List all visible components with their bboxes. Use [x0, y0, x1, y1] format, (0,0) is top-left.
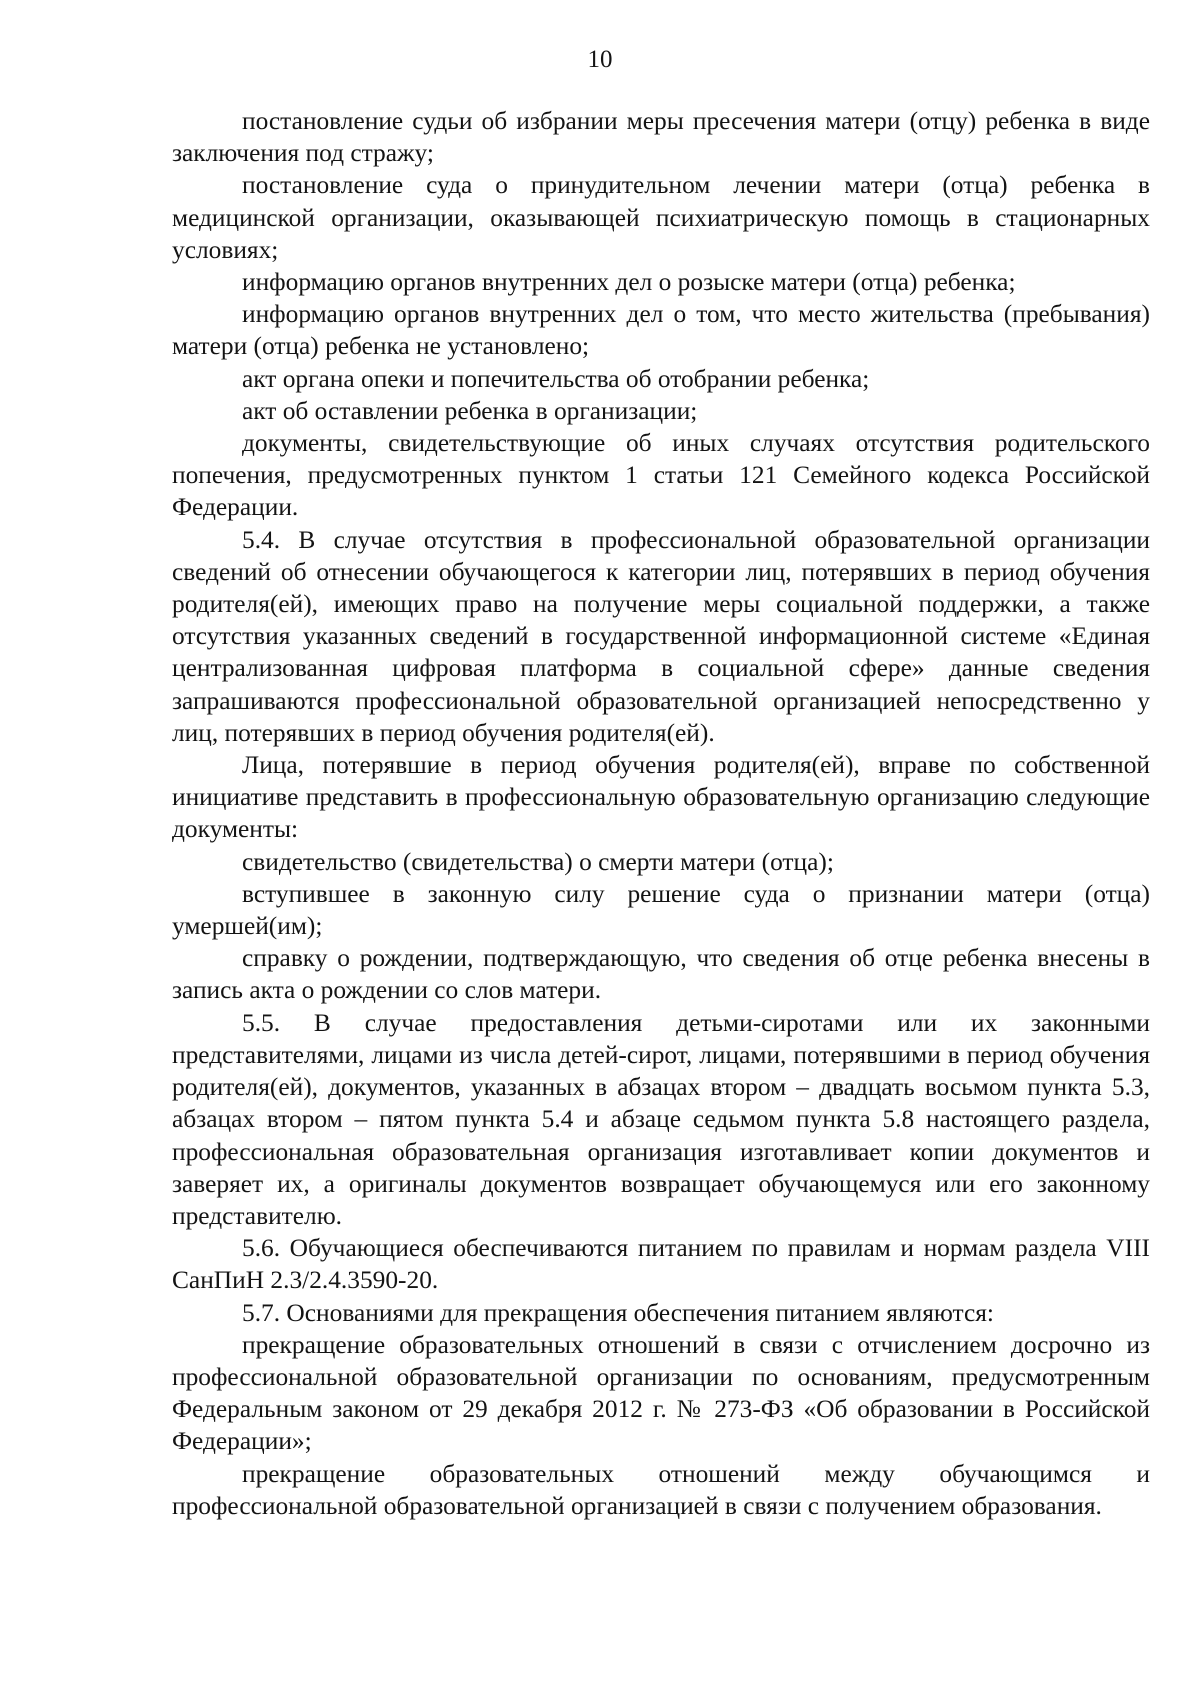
document-body	[172, 105, 1150, 1522]
paragraph: справку о рождении, подтверждающую, что сведения об отце ребенка внесены в запись акта о рождении со слов матери.	[172, 944, 1150, 1005]
page-number: 10	[587, 46, 613, 73]
paragraph: акт об оставлении ребенка в организации;	[242, 396, 698, 425]
paragraph: 5.6. Обучающиеся обеспечиваются питанием по правилам и нормам раздела VIII СанПиН 2.3/2.4.3590-20.	[172, 1234, 1150, 1295]
paragraph: постановление судьи об избрании меры пресечения матери (отцу) ребенка в виде заключения под стражу;	[172, 107, 1150, 168]
paragraph: информацию органов внутренних дел о розыске матери (отца) ребенка;	[242, 268, 1016, 297]
paragraph: прекращение образовательных отношений в связи с отчислением досрочно из профессиональной образовательной организации по основаниям, предусмотренным Федеральным законом от 29 декабря 2012 г. № 273-ФЗ «Об образовании в Российской Федерации»;	[172, 1330, 1150, 1456]
paragraph: прекращение образовательных отношений между обучающимся и профессиональной образовательной организацией в связи с получением образования.	[172, 1459, 1150, 1520]
paragraph: 5.5. В случае предоставления детьми-сиротами или их законными представителями, лицами из числа детей-сирот, лицами, потерявшими в период обучения родителя(ей), документов, указанных в абзацах втором – двадцать восьмом пункта 5.3, абзацах втором – пятом пункта 5.4 и абзаце седьмом пункта 5.8 настоящего раздела, профессиональная образовательная организация изготавливает копии документов и заверяет их, а оригиналы документов возвращает обучающемуся или его законному представителю.	[172, 1008, 1150, 1230]
paragraph: 5.4. В случае отсутствия в профессиональной образовательной организации сведений об отнесении обучающегося к категории лиц, потерявших в период обучения родителя(ей), имеющих право на получение меры социальной поддержки, а также отсутствия указанных сведений в государственной информационной системе «Единая централизованная цифровая платформа в социальной сфере» данные сведения запрашиваются профессиональной образовательной организацией непосредственно у лиц, потерявших в период обучения родителя(ей).	[172, 525, 1150, 747]
paragraph: 5.7. Основаниями для прекращения обеспечения питанием являются:	[242, 1298, 994, 1327]
paragraph: постановление суда о принудительном лечении матери (отца) ребенка в медицинской организации, оказывающей психиатрическую помощь в стационарных условиях;	[172, 171, 1150, 264]
paragraph: акт органа опеки и попечительства об отобрании ребенка;	[242, 364, 870, 393]
paragraph: документы, свидетельствующие об иных случаях отсутствия родительского попечения, предусмотренных пунктом 1 статьи 121 Семейного кодекса Российской Федерации.	[172, 429, 1150, 522]
paragraph: свидетельство (свидетельства) о смерти матери (отца);	[242, 847, 834, 876]
paragraph: Лица, потерявшие в период обучения родителя(ей), вправе по собственной инициативе представить в профессиональную образовательную организацию следующие документы:	[172, 751, 1150, 844]
paragraph: вступившее в законную силу решение суда о признании матери (отца) умершей(им);	[172, 879, 1150, 941]
paragraph: информацию органов внутренних дел о том, что место жительства (пребывания) матери (отца) ребенка не установлено;	[172, 300, 1150, 361]
